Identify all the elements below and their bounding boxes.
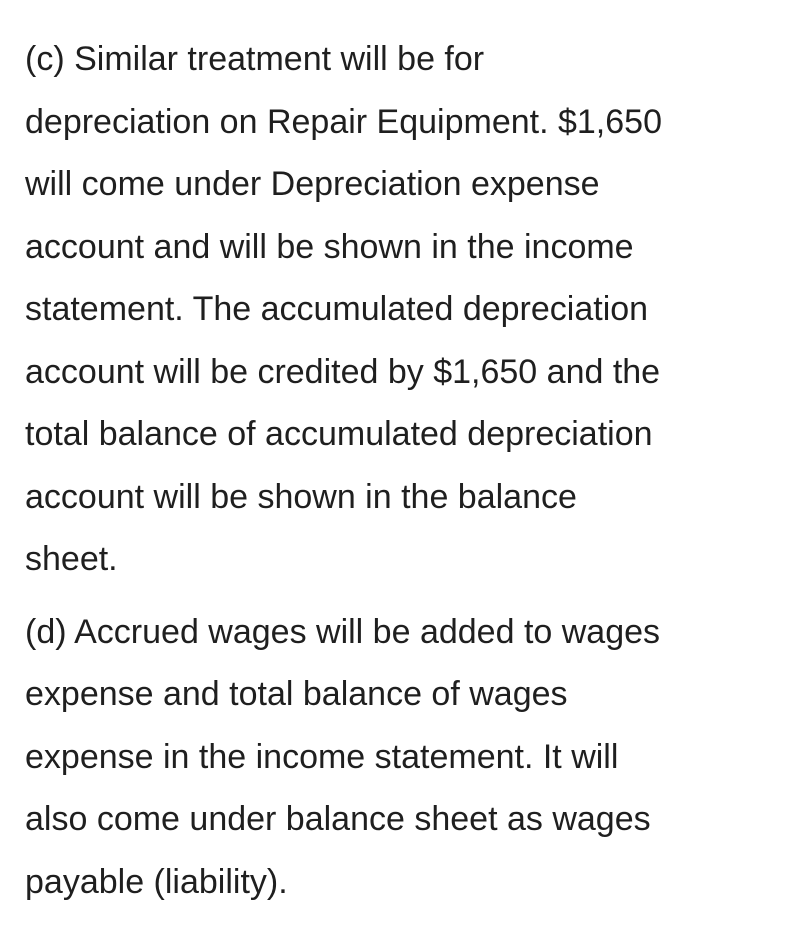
text-line: account and will be shown in the income	[25, 227, 634, 266]
text-line: sheet.	[25, 540, 118, 578]
text-line: account will be shown in the balance	[25, 477, 577, 516]
text-line: also come under balance sheet as wages	[25, 800, 651, 838]
text-line: expense and total balance of wages	[25, 675, 568, 713]
text-line: payable (liability).	[25, 862, 288, 901]
text-line: (d) Accrued wages will be added to wages	[25, 612, 661, 651]
paragraph-c	[25, 28, 785, 591]
text-line: will come under Depreciation expense	[25, 165, 600, 203]
answer-text	[25, 28, 785, 913]
text-line: account will be credited by $1,650 and the	[25, 352, 661, 391]
text-line: statement. The accumulated depreciation	[25, 290, 649, 328]
text-line: expense in the income statement. It will	[25, 737, 619, 776]
text-line: depreciation on Repair Equipment. $1,650	[25, 102, 662, 141]
text-line: total balance of accumulated depreciation	[25, 415, 653, 453]
text-line: (c) Similar treatment will be for	[25, 40, 485, 78]
paragraph-d	[25, 601, 785, 914]
